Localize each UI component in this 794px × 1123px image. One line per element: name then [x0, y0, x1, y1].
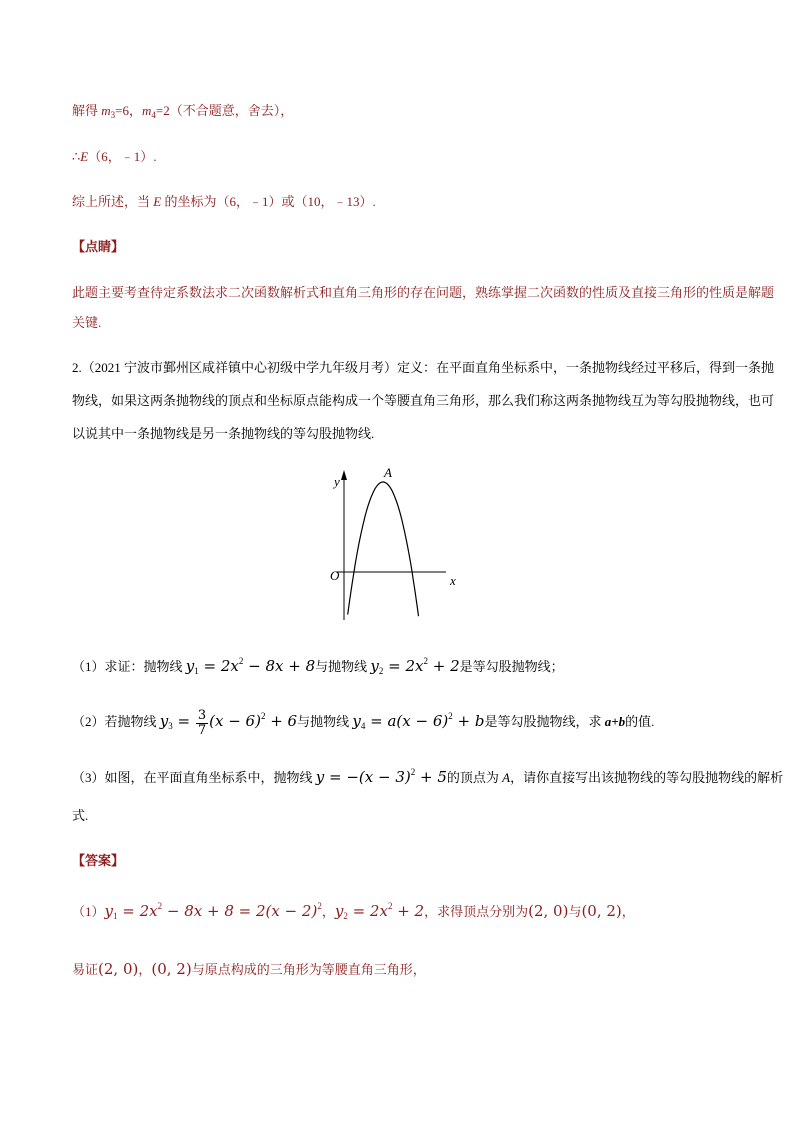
problem-line-3: 以说其中一条抛物线是另一条抛物线的等勾股抛物线.	[72, 426, 375, 441]
answer-line-2	[72, 956, 426, 983]
point: (0, 2)	[581, 902, 622, 920]
text: 与	[568, 904, 582, 919]
text: 解得	[72, 103, 102, 118]
question-2	[72, 706, 654, 738]
math: + b	[452, 712, 485, 730]
text: 的坐标为（6，﹣1）或（10，﹣13）.	[161, 194, 376, 209]
var-y4: y	[352, 712, 361, 730]
problem-number: 2.	[72, 360, 82, 375]
sub: 1	[113, 911, 118, 921]
math: + 6	[265, 712, 298, 730]
text: 与抛物线	[297, 714, 353, 729]
question-3-line-2: 式.	[72, 808, 89, 823]
x-axis-label: x	[450, 573, 456, 588]
text: 易证	[72, 962, 99, 977]
text: （2）若抛物线	[72, 714, 160, 729]
text: 是等勾股抛物线，求	[484, 714, 605, 729]
text: （1）求证：抛物线	[72, 659, 186, 674]
denominator: 7	[197, 722, 207, 738]
text: 的值.	[625, 714, 655, 729]
var-m4: m	[142, 103, 152, 118]
solution-line-3	[72, 192, 376, 212]
text: ，请你直接写出该抛物线的等勾股抛物线的解析	[510, 770, 784, 785]
sub: 2	[343, 911, 348, 921]
point: (2, 0)	[528, 902, 569, 920]
sub: 4	[151, 110, 156, 120]
text: =6，	[115, 103, 142, 118]
point: (0, 2)	[151, 960, 192, 978]
math: = 2x	[383, 657, 424, 675]
sub: 3	[110, 110, 116, 120]
var-E: E	[153, 194, 162, 209]
text: ，	[321, 904, 335, 919]
question-3	[72, 764, 783, 791]
origin-label: O	[330, 568, 340, 583]
comment-text-1: 此题主要考查待定系数法求二次函数解析式和直角三角形的存在问题，熟练掌握二次函数的性质及直接三角形的性质是解题	[72, 285, 775, 300]
sup: 2	[387, 901, 393, 911]
var-y1: y	[185, 657, 195, 675]
var-y2: y	[370, 657, 379, 675]
answer-line-1	[72, 898, 635, 925]
text: ，	[138, 962, 152, 977]
sup: 2	[157, 901, 163, 911]
math: + 5	[415, 768, 447, 786]
parabola-curve	[348, 482, 419, 616]
text: 综上所述，当	[72, 194, 154, 209]
math: = 2x	[347, 902, 388, 920]
solution-line-2	[72, 147, 157, 167]
text: （1）	[72, 904, 105, 919]
y-axis-arrow	[341, 470, 347, 480]
sup: 2	[260, 711, 266, 721]
text: 与抛物线	[315, 659, 371, 674]
math: + 2	[427, 657, 460, 675]
y-axis-label: y	[334, 474, 340, 489]
math: =	[172, 712, 195, 730]
fraction	[196, 709, 208, 738]
parabola-figure	[322, 462, 472, 622]
text: 与原点构成的三角形为等腰直角三角形，	[191, 962, 426, 977]
math: − 8x + 8	[243, 657, 316, 675]
problem-line-1	[72, 358, 774, 378]
var-a-plus-b: a+b	[604, 714, 626, 729]
math: = a(x − 6)	[365, 712, 449, 730]
sup: 2	[238, 656, 244, 666]
sub: 3	[168, 721, 173, 731]
solution-line-1	[72, 101, 293, 121]
text: ，	[621, 904, 635, 919]
math: (x − 6)	[209, 712, 261, 730]
var-E: E	[80, 149, 89, 164]
text: （3）如图，在平面直角坐标系中，抛物线	[72, 770, 316, 785]
sub: 1	[194, 666, 199, 676]
sup: 2	[317, 901, 322, 911]
var-y3: y	[159, 712, 169, 730]
text: （6，﹣1）.	[88, 149, 157, 164]
problem-line-2: 物线，如果这两条抛物线的顶点和坐标原点能构成一个等腰直角三角形，那么我们称这两条抛物线互为等勾股抛物线，也可	[72, 393, 775, 408]
sup: 2	[448, 711, 453, 721]
comment-text-2: 关键.	[72, 315, 102, 330]
answer-heading: 【答案】	[72, 853, 125, 868]
therefore-symbol: ∴	[72, 149, 81, 164]
math: = 2x	[117, 902, 158, 920]
point: (2, 0)	[98, 960, 139, 978]
problem-source: （2021 宁波市鄞州区咸祥镇中心初级中学九年级月考）	[81, 360, 398, 375]
text: 是等勾股抛物线；	[459, 659, 564, 674]
numerator: 3	[197, 707, 207, 723]
math: y = −(x − 3)	[315, 768, 411, 786]
var-m3: m	[101, 103, 111, 118]
text: ，求得顶点分别为	[424, 904, 529, 919]
vertex-label: A	[384, 465, 392, 480]
var-y2: y	[334, 902, 344, 920]
sup: 2	[423, 656, 428, 666]
text: 的顶点为	[446, 770, 503, 785]
var-y1: y	[104, 902, 113, 920]
math: − 8x + 8 = 2(x − 2)	[162, 902, 318, 920]
text: 定义：在平面直角坐标系中，一条抛物线经过平移后，得到一条抛	[397, 360, 775, 375]
var-A: A	[502, 770, 511, 785]
comment-heading: 【点睛】	[72, 239, 125, 254]
math: + 2	[392, 902, 425, 920]
text: =2（不合题意，舍去），	[155, 103, 294, 118]
question-1	[72, 653, 564, 680]
sup: 2	[410, 767, 416, 777]
math: = 2x	[198, 657, 239, 675]
sub: 2	[378, 666, 384, 676]
sub: 4	[360, 721, 366, 731]
